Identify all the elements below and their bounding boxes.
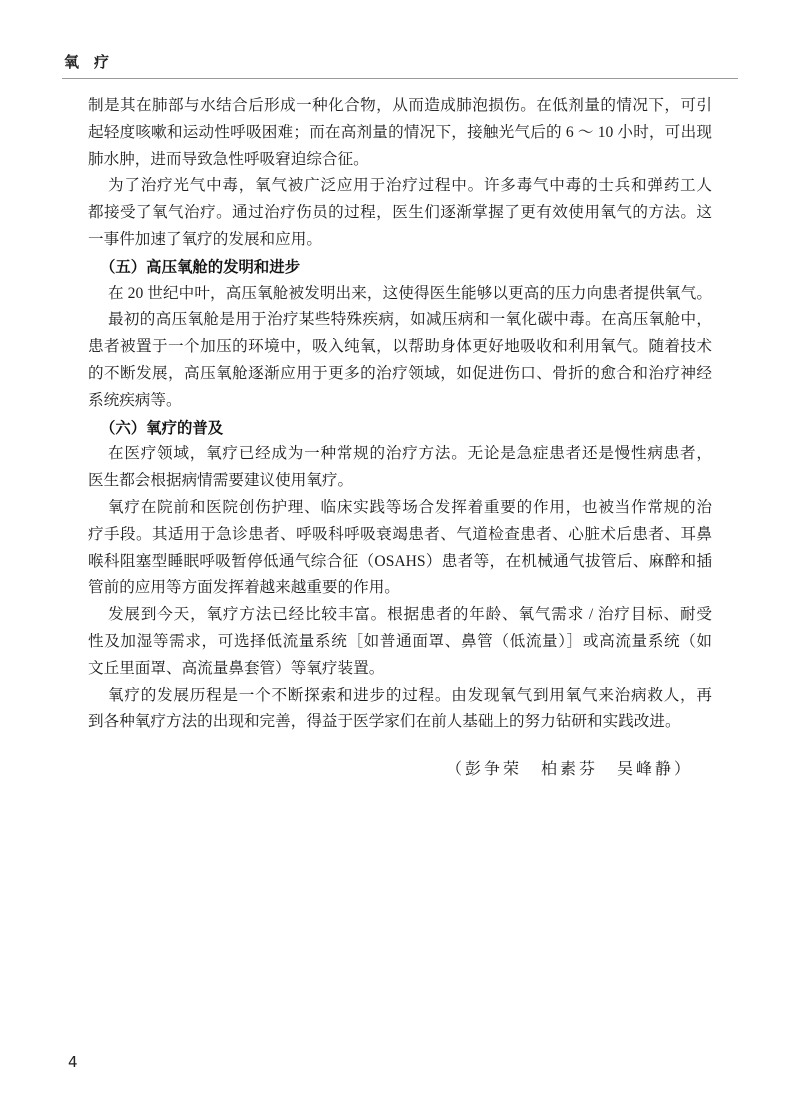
paragraph xyxy=(88,307,712,414)
paragraph xyxy=(88,281,712,308)
text-line: 患者被置于一个加压的环境中，吸入纯氧，以帮助身体更好地吸收和利用氧气。随着技术 xyxy=(88,338,712,356)
page-number: 4 xyxy=(68,1053,78,1071)
text-line: 发展到今天，氧疗方法已经比较丰富。根据患者的年龄、氧气需求 / 治疗目标、耐受 xyxy=(108,606,712,624)
text-line: 在 20 世纪中叶，高压氧舱被发明出来，这使得医生能够以更高的压力向患者提供氧气。 xyxy=(108,284,712,302)
section-heading: （五）高压氧舱的发明和进步 xyxy=(100,257,301,276)
paragraph xyxy=(88,602,712,682)
section-heading: （六）氧疗的普及 xyxy=(100,418,224,437)
paragraph xyxy=(88,495,712,602)
text-line: 到各种氧疗方法的出现和完善，得益于医学家们在前人基础上的努力钻研和实践改进。 xyxy=(88,713,681,731)
paragraph xyxy=(88,683,712,737)
text-line: 在医疗领域，氧疗已经成为一种常规的治疗方法。无论是急症患者还是慢性病患者， xyxy=(108,445,712,463)
text-line: 都接受了氧气治疗。通过治疗伤员的过程，医生们逐渐掌握了更有效使用氧气的方法。这 xyxy=(88,204,712,222)
body-text xyxy=(88,93,712,784)
text-line: 疗手段。其适用于急诊患者、呼吸科呼吸衰竭患者、气道检查患者、心脏术后患者、耳鼻 xyxy=(88,525,712,543)
text-line: 管前的应用等方面发挥着越来越重要的作用。 xyxy=(88,579,400,597)
paragraph xyxy=(88,93,712,173)
text-line: 文丘里面罩、高流量鼻套管）等氧疗装置。 xyxy=(88,659,385,677)
text-line: 性及加湿等需求，可选择低流量系统［如普通面罩、鼻管（低流量）］或高流量系统（如 xyxy=(88,632,712,650)
text-line: 喉科阻塞型睡眠呼吸暂停低通气综合征（OSAHS）患者等，在机械通气拔管后、麻醉和插 xyxy=(88,552,712,570)
text-line: 最初的高压氧舱是用于治疗某些特殊疾病，如减压病和一氧化碳中毒。在高压氧舱中， xyxy=(108,311,712,329)
text-line: 为了治疗光气中毒，氧气被广泛应用于治疗过程中。许多毒气中毒的士兵和弹药工人 xyxy=(108,177,712,195)
text-line: 氧疗在院前和医院创伤护理、临床实践等场合发挥着重要的作用，也被当作常规的治 xyxy=(108,498,712,516)
paragraph xyxy=(88,173,712,253)
text-line: 一事件加速了氧疗的发展和应用。 xyxy=(88,230,322,248)
running-head-title: 氧 疗 xyxy=(64,53,110,71)
text-line: 医生都会根据病情需要建议使用氧疗。 xyxy=(88,472,354,490)
paragraph xyxy=(88,441,712,495)
text-line: 起轻度咳嗽和运动性呼吸困难；而在高剂量的情况下，接触光气后的 6 ～ 10 小时，可出现 xyxy=(88,123,712,141)
text-line: 肺水肿，进而导致急性呼吸窘迫综合征。 xyxy=(88,150,369,168)
text-line: 制是其在肺部与水结合后形成一种化合物，从而造成肺泡损伤。在低剂量的情况下，可引 xyxy=(88,97,712,114)
author-credits: （彭争荣 柏素芬 吴峰静） xyxy=(445,761,693,779)
header-rule xyxy=(62,78,738,79)
text-line: 氧疗的发展历程是一个不断探索和进步的过程。由发现氧气到用氧气来治病救人，再 xyxy=(108,686,712,704)
text-line: 的不断发展，高压氧舱逐渐应用于更多的治疗领域，如促进伤口、骨折的愈合和治疗神经 xyxy=(88,364,712,382)
text-line: 系统疾病等。 xyxy=(88,391,182,409)
